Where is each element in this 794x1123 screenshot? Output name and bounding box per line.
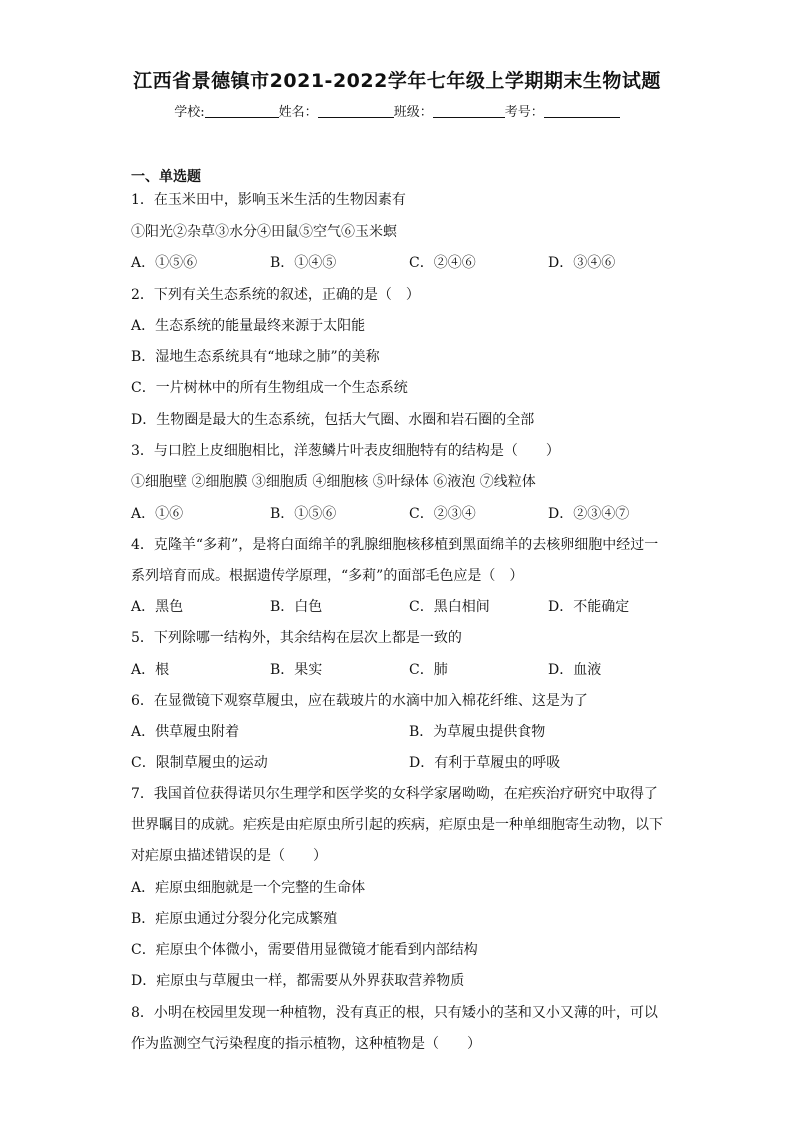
question-stem: 对疟原虫描述错误的是（ ） — [131, 848, 327, 864]
school-blank[interactable] — [205, 105, 279, 118]
option-d: D．有利于草履虫的呼吸 — [409, 755, 561, 771]
question-stem: 2．下列有关生态系统的叙述，正确的是（ ） — [131, 287, 420, 303]
option-a: A．供草履虫附着 — [131, 724, 240, 740]
option-d: D．③④⑥ — [548, 255, 616, 271]
option-a: A．疟原虫细胞就是一个完整的生命体 — [131, 880, 366, 896]
option-b: B．果实 — [270, 662, 323, 678]
option-c: C．②③④ — [409, 506, 476, 522]
option-b: B．湿地生态系统具有“地球之肺”的美称 — [131, 349, 380, 365]
question-stem: 8．小明在校园里发现一种植物，没有真正的根，只有矮小的茎和又小又薄的叶，可以 — [131, 1005, 658, 1021]
option-d: D．②③④⑦ — [548, 506, 630, 522]
question-stem: 3．与口腔上皮细胞相比，洋葱鳞片叶表皮细胞特有的结构是（ ） — [131, 443, 560, 459]
class-label: 班级： — [393, 105, 433, 120]
exam-title: 江西省景德镇市2021-2022学年七年级上学期期末生物试题 — [133, 70, 661, 92]
exam-no-blank[interactable] — [544, 105, 620, 118]
option-c: C．限制草履虫的运动 — [131, 755, 268, 771]
option-b: B．①⑤⑥ — [270, 506, 337, 522]
question-stem: 5．下列除哪一结构外，其余结构在层次上都是一致的 — [131, 630, 462, 646]
section-title: 一、单选题 — [131, 169, 201, 185]
option-b: B．为草履虫提供食物 — [409, 724, 546, 740]
option-a: A．黑色 — [131, 599, 184, 615]
question-stem: 系列培育而成。根据遗传学原理，“多莉”的面部毛色应是（ ） — [131, 568, 524, 584]
question-stem: 作为监测空气污染程度的指示植物，这种植物是（ ） — [131, 1036, 481, 1052]
exam-no-label: 考号： — [504, 105, 544, 120]
question-stem: 7．我国首位获得诺贝尔生理学和医学奖的女科学家屠呦呦，在疟疾治疗研究中取得了 — [131, 786, 658, 802]
option-d: D．疟原虫与草履虫一样，都需要从外界获取营养物质 — [131, 973, 465, 989]
name-label: 姓名： — [278, 105, 318, 120]
question-stem: 1．在玉米田中，影响玉米生活的生物因素有 — [131, 192, 406, 208]
question-stem: 6．在显微镜下观察草履虫，应在载玻片的水滴中加入棉花纤维、这是为了 — [131, 693, 588, 709]
name-blank[interactable] — [318, 105, 394, 118]
option-a: A．①⑤⑥ — [131, 255, 198, 271]
option-a: A．根 — [131, 662, 170, 678]
option-c: C．黑白相间 — [409, 599, 490, 615]
option-c: C．肺 — [409, 662, 448, 678]
class-blank[interactable] — [433, 105, 505, 118]
question-stem: 4．克隆羊“多莉”，是将白面绵羊的乳腺细胞核移植到黑面绵羊的去核卵细胞中经过一 — [131, 537, 659, 553]
school-label: 学校: — [174, 105, 205, 120]
option-b: B．①④⑤ — [270, 255, 337, 271]
option-d: D．血液 — [548, 662, 602, 678]
option-c: C．②④⑥ — [409, 255, 476, 271]
option-c: C．一片树林中的所有生物组成一个生态系统 — [131, 380, 408, 396]
option-d: D．生物圈是最大的生态系统，包括大气圈、水圈和岩石圈的全部 — [131, 412, 535, 428]
student-info-row — [0, 101, 794, 120]
option-b: B．疟原虫通过分裂分化完成繁殖 — [131, 911, 338, 927]
option-a: A．①⑥ — [131, 506, 184, 522]
option-d: D．不能确定 — [548, 599, 630, 615]
option-c: C．疟原虫个体微小，需要借用显微镜才能看到内部结构 — [131, 942, 478, 958]
question-stem: ①阳光②杂草③水分④田鼠⑤空气⑥玉米螟 — [131, 224, 397, 240]
option-b: B．白色 — [270, 599, 323, 615]
question-stem: ①细胞壁 ②细胞膜 ③细胞质 ④细胞核 ⑤叶绿体 ⑥液泡 ⑦线粒体 — [131, 474, 536, 490]
option-a: A．生态系统的能量最终来源于太阳能 — [131, 318, 366, 334]
question-stem: 世界瞩目的成就。疟疾是由疟原虫所引起的疾病，疟原虫是一种单细胞寄生动物，以下 — [131, 817, 663, 833]
